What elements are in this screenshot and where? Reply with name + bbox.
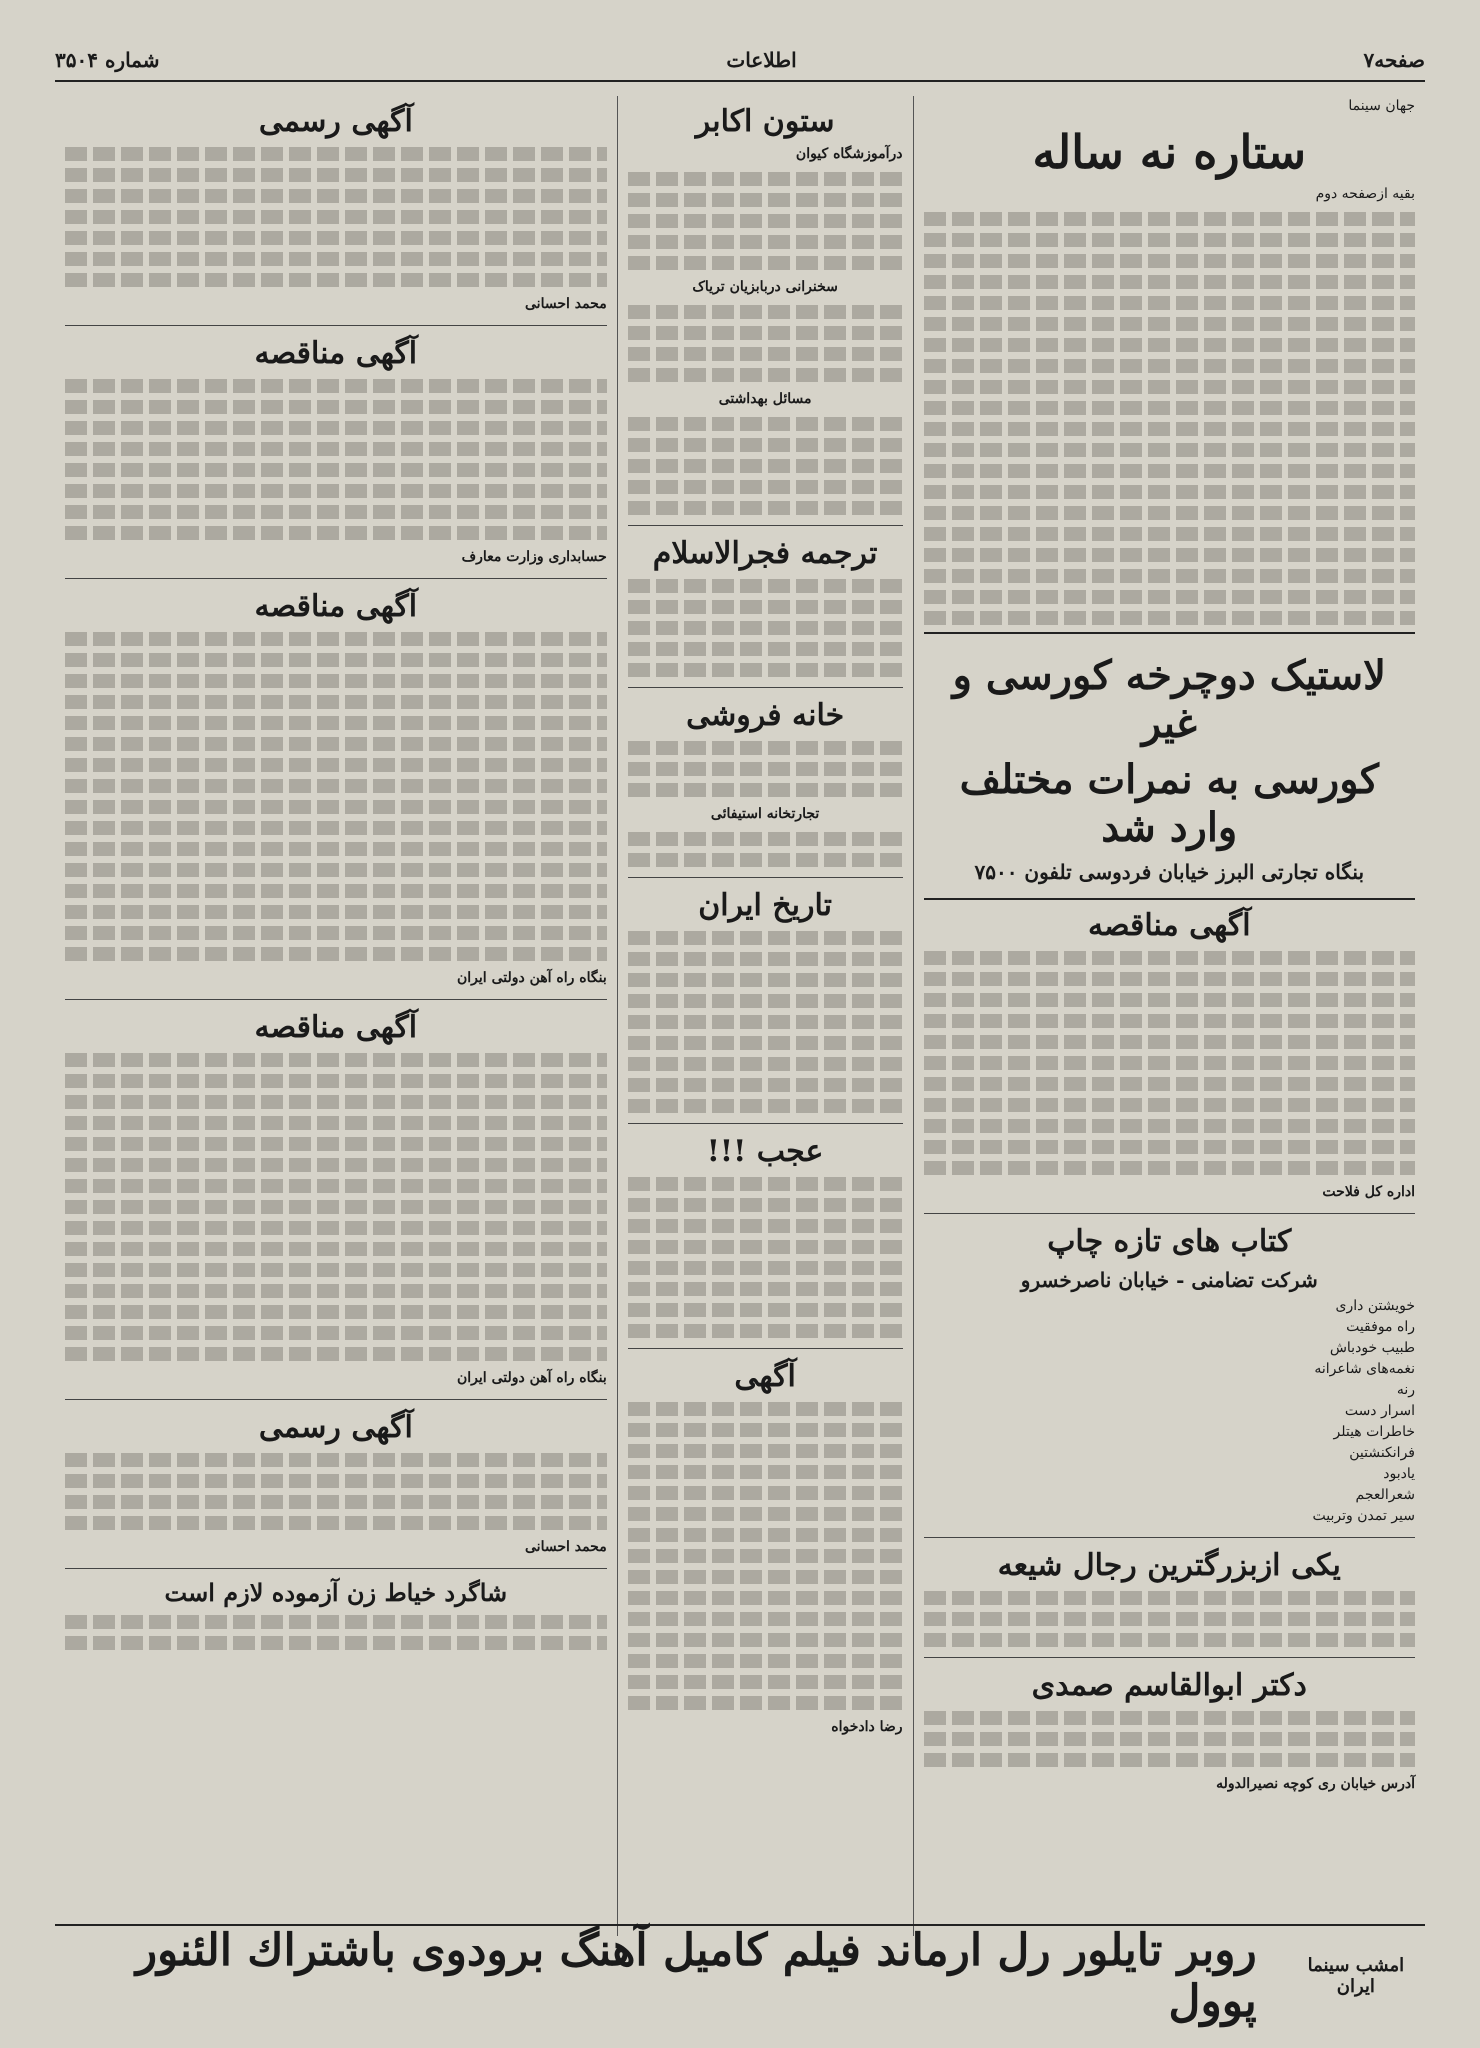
paper-name: اطلاعات — [726, 48, 797, 72]
sub-heading: سخنرانی دربابزیان تریاک — [692, 279, 838, 295]
ad-title: آگهی مناقصه — [254, 589, 418, 624]
doctor-title: دکتر ابوالقاسم صمدی — [1031, 1668, 1307, 1704]
ad-title: آگهی مناقصه — [254, 336, 418, 371]
book-item: طبیب خودباش — [1329, 1340, 1415, 1357]
story-title: ستاره نه ساله — [1032, 125, 1306, 179]
books-title: کتاب های تازه چاپ — [1047, 1224, 1292, 1260]
section-label: جهان سینما — [1348, 98, 1415, 114]
banner-left: امشب سینما ایران — [1307, 1955, 1405, 1997]
ad-sign: محمد احسانی — [525, 1539, 607, 1555]
issue-number: شماره ۳۵۰۴ — [55, 48, 160, 72]
book-item: فرانکنشتین — [1349, 1445, 1415, 1462]
notice-title: آگهی — [734, 1359, 796, 1394]
tire-ad — [924, 632, 1415, 900]
page-number: صفحه۷ — [1363, 48, 1425, 72]
ad-title: آگهی مناقصه — [254, 1010, 418, 1045]
tire-ad-line2: کورسی به نمرات مختلف وارد شد — [959, 756, 1379, 852]
sub-heading: درآموزشگاه کیوان — [795, 146, 903, 162]
ad-sign: حسابداری وزارت معارف — [461, 549, 607, 565]
ad-title: آگهی رسمی — [258, 104, 413, 139]
sub-heading: مسائل بهداشتی — [718, 391, 812, 407]
book-item: سیر تمدن وتربیت — [1312, 1508, 1415, 1525]
column-left — [55, 96, 617, 1936]
ad-title: آگهی رسمی — [258, 1410, 413, 1445]
book-item: راه موفقیت — [1346, 1319, 1415, 1336]
notable-title: یکی ازبزرگترین رجال شیعه — [997, 1548, 1341, 1584]
book-item: خویشتن داری — [1335, 1298, 1415, 1315]
book-item: یادبود — [1383, 1466, 1415, 1483]
tender-sign: اداره کل فلاحت — [1322, 1184, 1415, 1201]
column-right — [913, 96, 1425, 1936]
notice-sign: رضا دادخواه — [831, 1719, 903, 1735]
ad-title: شاگرد خیاط زن آزموده لازم است — [164, 1578, 508, 1607]
ad-sign: محمد احسانی — [525, 296, 607, 312]
book-item: نغمه‌های شاعرانه — [1314, 1361, 1415, 1378]
book-item: اسرار دست — [1344, 1403, 1415, 1420]
banner-main: روبر تایلور رل ارماند فیلم کامیل آهنگ برودوی باشتراك الئنور پوول — [135, 1925, 1257, 2027]
shop-name: تجارتخانه استیفائی — [710, 806, 820, 822]
story-subtitle: بقیه ازصفحه دوم — [1315, 186, 1415, 203]
fajr-title: ترجمه فجرالاسلام — [652, 536, 878, 571]
book-item: رنه — [1396, 1382, 1415, 1399]
cinema-banner — [55, 1924, 1425, 2026]
ad-sign: بنگاه راه آهن دولتی ایران — [457, 970, 607, 986]
column-title: ستون اکابر — [695, 104, 835, 139]
doctor-address: آدرس خیابان ری کوچه نصیرالدوله — [1216, 1776, 1415, 1793]
book-item: شعرالعجم — [1355, 1487, 1415, 1504]
masthead — [55, 40, 1425, 82]
tire-ad-line3: بنگاه تجارتی البرز خیابان فردوسی تلفون ۷۵۰۰ — [974, 860, 1365, 885]
house-sale-title: خانه فروشی — [686, 698, 845, 733]
tire-ad-line1: لاستیک دوچرخه کورسی و غیر — [952, 652, 1386, 748]
columns — [55, 96, 1425, 1936]
tender-title: آگهی مناقصه — [1087, 908, 1251, 944]
book-item: خاطرات هیتلر — [1333, 1424, 1415, 1441]
column-middle-right — [617, 96, 913, 1936]
books-publisher: شرکت تضامنی - خیابان ناصرخسرو — [1020, 1268, 1318, 1293]
ajab-title: عجب !!! — [706, 1134, 824, 1169]
ad-sign: بنگاه راه آهن دولتی ایران — [457, 1370, 607, 1386]
iran-history-title: تاریخ ایران — [698, 888, 832, 923]
